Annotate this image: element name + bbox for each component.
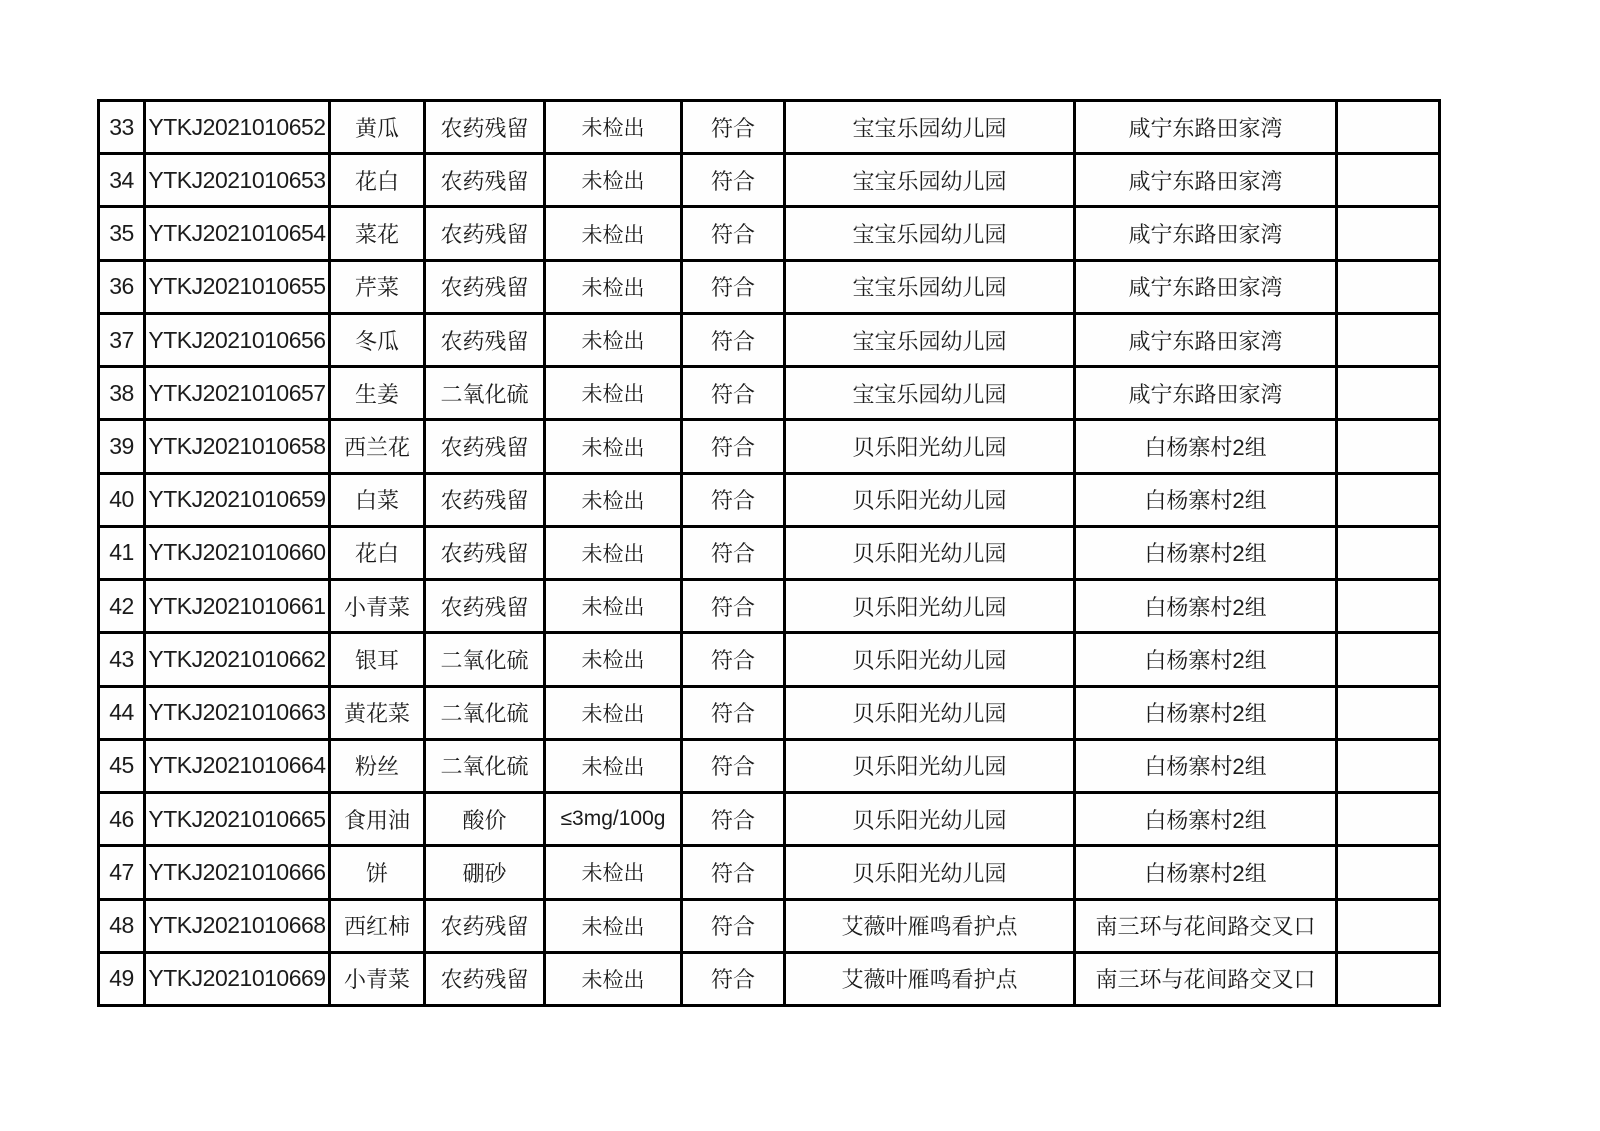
- cell-address: 咸宁东路田家湾: [1075, 154, 1337, 207]
- cell-result: 未检出: [545, 952, 682, 1005]
- cell-no: 49: [99, 952, 145, 1005]
- cell-sample_name: 冬瓜: [330, 313, 425, 366]
- cell-unit: 贝乐阳光幼儿园: [785, 686, 1075, 739]
- cell-address: 白杨寨村2组: [1075, 846, 1337, 899]
- cell-result: 未检出: [545, 207, 682, 260]
- cell-unit: 宝宝乐园幼儿园: [785, 367, 1075, 420]
- cell-conclusion: 符合: [682, 899, 785, 952]
- cell-address: 白杨寨村2组: [1075, 686, 1337, 739]
- cell-sample_id: YTKJ2021010656: [145, 313, 330, 366]
- table-row: [99, 793, 1440, 846]
- cell-remark: [1337, 739, 1440, 792]
- cell-remark: [1337, 473, 1440, 526]
- cell-sample_name: 粉丝: [330, 739, 425, 792]
- cell-result: 未检出: [545, 101, 682, 154]
- cell-no: 46: [99, 793, 145, 846]
- cell-no: 34: [99, 154, 145, 207]
- cell-unit: 贝乐阳光幼儿园: [785, 526, 1075, 579]
- cell-conclusion: 符合: [682, 952, 785, 1005]
- cell-result: ≤3mg/100g: [545, 793, 682, 846]
- cell-remark: [1337, 260, 1440, 313]
- cell-remark: [1337, 793, 1440, 846]
- cell-test_item: 农药残留: [425, 207, 545, 260]
- cell-no: 43: [99, 633, 145, 686]
- cell-conclusion: 符合: [682, 633, 785, 686]
- cell-sample_id: YTKJ2021010655: [145, 260, 330, 313]
- table-row: [99, 526, 1440, 579]
- cell-conclusion: 符合: [682, 260, 785, 313]
- cell-remark: [1337, 846, 1440, 899]
- sampling-results-table: [97, 99, 1441, 1007]
- cell-sample_id: YTKJ2021010662: [145, 633, 330, 686]
- cell-no: 41: [99, 526, 145, 579]
- cell-address: 白杨寨村2组: [1075, 526, 1337, 579]
- table-row: [99, 420, 1440, 473]
- cell-sample_id: YTKJ2021010660: [145, 526, 330, 579]
- table-row: [99, 260, 1440, 313]
- cell-test_item: 农药残留: [425, 952, 545, 1005]
- cell-conclusion: 符合: [682, 473, 785, 526]
- cell-result: 未检出: [545, 580, 682, 633]
- cell-test_item: 二氧化硫: [425, 739, 545, 792]
- table-row: [99, 207, 1440, 260]
- cell-conclusion: 符合: [682, 313, 785, 366]
- cell-address: 白杨寨村2组: [1075, 420, 1337, 473]
- cell-unit: 宝宝乐园幼儿园: [785, 207, 1075, 260]
- cell-address: 咸宁东路田家湾: [1075, 207, 1337, 260]
- cell-address: 白杨寨村2组: [1075, 793, 1337, 846]
- cell-no: 45: [99, 739, 145, 792]
- cell-unit: 宝宝乐园幼儿园: [785, 101, 1075, 154]
- cell-conclusion: 符合: [682, 846, 785, 899]
- cell-sample_name: 饼: [330, 846, 425, 899]
- table-row: [99, 899, 1440, 952]
- cell-sample_id: YTKJ2021010669: [145, 952, 330, 1005]
- cell-sample_name: 西红柿: [330, 899, 425, 952]
- cell-sample_id: YTKJ2021010654: [145, 207, 330, 260]
- cell-result: 未检出: [545, 313, 682, 366]
- cell-conclusion: 符合: [682, 526, 785, 579]
- cell-sample_name: 小青菜: [330, 952, 425, 1005]
- cell-conclusion: 符合: [682, 686, 785, 739]
- cell-sample_name: 黄花菜: [330, 686, 425, 739]
- cell-result: 未检出: [545, 846, 682, 899]
- cell-sample_name: 生姜: [330, 367, 425, 420]
- cell-sample_id: YTKJ2021010652: [145, 101, 330, 154]
- cell-sample_id: YTKJ2021010661: [145, 580, 330, 633]
- cell-no: 48: [99, 899, 145, 952]
- cell-address: 白杨寨村2组: [1075, 580, 1337, 633]
- cell-test_item: 农药残留: [425, 580, 545, 633]
- cell-sample_id: YTKJ2021010659: [145, 473, 330, 526]
- cell-test_item: 农药残留: [425, 526, 545, 579]
- cell-result: 未检出: [545, 526, 682, 579]
- cell-sample_id: YTKJ2021010666: [145, 846, 330, 899]
- cell-remark: [1337, 686, 1440, 739]
- cell-unit: 宝宝乐园幼儿园: [785, 260, 1075, 313]
- cell-sample_id: YTKJ2021010657: [145, 367, 330, 420]
- cell-test_item: 二氧化硫: [425, 367, 545, 420]
- cell-result: 未检出: [545, 899, 682, 952]
- cell-conclusion: 符合: [682, 207, 785, 260]
- cell-test_item: 农药残留: [425, 260, 545, 313]
- cell-address: 白杨寨村2组: [1075, 473, 1337, 526]
- cell-result: 未检出: [545, 154, 682, 207]
- cell-no: 47: [99, 846, 145, 899]
- cell-address: 白杨寨村2组: [1075, 633, 1337, 686]
- cell-no: 38: [99, 367, 145, 420]
- cell-test_item: 农药残留: [425, 154, 545, 207]
- cell-sample_name: 白菜: [330, 473, 425, 526]
- cell-remark: [1337, 154, 1440, 207]
- cell-conclusion: 符合: [682, 101, 785, 154]
- cell-test_item: 农药残留: [425, 420, 545, 473]
- cell-address: 咸宁东路田家湾: [1075, 101, 1337, 154]
- cell-unit: 贝乐阳光幼儿园: [785, 473, 1075, 526]
- cell-conclusion: 符合: [682, 739, 785, 792]
- cell-no: 44: [99, 686, 145, 739]
- cell-sample_name: 小青菜: [330, 580, 425, 633]
- cell-result: 未检出: [545, 420, 682, 473]
- cell-test_item: 硼砂: [425, 846, 545, 899]
- cell-remark: [1337, 526, 1440, 579]
- cell-result: 未检出: [545, 633, 682, 686]
- cell-sample_name: 花白: [330, 154, 425, 207]
- cell-remark: [1337, 633, 1440, 686]
- cell-sample_name: 菜花: [330, 207, 425, 260]
- table-row: [99, 473, 1440, 526]
- table-row: [99, 313, 1440, 366]
- cell-no: 35: [99, 207, 145, 260]
- cell-sample_name: 银耳: [330, 633, 425, 686]
- table-row: [99, 101, 1440, 154]
- cell-sample_name: 芹菜: [330, 260, 425, 313]
- table-row: [99, 739, 1440, 792]
- cell-test_item: 酸价: [425, 793, 545, 846]
- cell-unit: 贝乐阳光幼儿园: [785, 633, 1075, 686]
- results-table-body: [99, 101, 1440, 1006]
- cell-no: 39: [99, 420, 145, 473]
- cell-test_item: 农药残留: [425, 313, 545, 366]
- cell-sample_id: YTKJ2021010664: [145, 739, 330, 792]
- cell-no: 36: [99, 260, 145, 313]
- table-row: [99, 367, 1440, 420]
- table-row: [99, 846, 1440, 899]
- cell-conclusion: 符合: [682, 420, 785, 473]
- cell-result: 未检出: [545, 260, 682, 313]
- cell-remark: [1337, 367, 1440, 420]
- cell-no: 37: [99, 313, 145, 366]
- cell-sample_id: YTKJ2021010668: [145, 899, 330, 952]
- cell-address: 白杨寨村2组: [1075, 739, 1337, 792]
- cell-no: 33: [99, 101, 145, 154]
- cell-result: 未检出: [545, 367, 682, 420]
- cell-conclusion: 符合: [682, 154, 785, 207]
- cell-sample_name: 黄瓜: [330, 101, 425, 154]
- cell-unit: 艾薇叶雁鸣看护点: [785, 899, 1075, 952]
- cell-unit: 贝乐阳光幼儿园: [785, 739, 1075, 792]
- cell-remark: [1337, 952, 1440, 1005]
- cell-test_item: 农药残留: [425, 473, 545, 526]
- cell-address: 南三环与花间路交叉口: [1075, 899, 1337, 952]
- table-row: [99, 633, 1440, 686]
- cell-conclusion: 符合: [682, 793, 785, 846]
- cell-no: 40: [99, 473, 145, 526]
- cell-unit: 宝宝乐园幼儿园: [785, 313, 1075, 366]
- cell-remark: [1337, 313, 1440, 366]
- cell-remark: [1337, 101, 1440, 154]
- cell-unit: 宝宝乐园幼儿园: [785, 154, 1075, 207]
- cell-test_item: 二氧化硫: [425, 633, 545, 686]
- cell-sample_id: YTKJ2021010665: [145, 793, 330, 846]
- cell-address: 南三环与花间路交叉口: [1075, 952, 1337, 1005]
- cell-conclusion: 符合: [682, 367, 785, 420]
- table-row: [99, 686, 1440, 739]
- table-row: [99, 952, 1440, 1005]
- cell-unit: 贝乐阳光幼儿园: [785, 580, 1075, 633]
- cell-sample_name: 食用油: [330, 793, 425, 846]
- cell-sample_name: 西兰花: [330, 420, 425, 473]
- cell-sample_id: YTKJ2021010663: [145, 686, 330, 739]
- cell-sample_name: 花白: [330, 526, 425, 579]
- cell-result: 未检出: [545, 473, 682, 526]
- cell-unit: 贝乐阳光幼儿园: [785, 793, 1075, 846]
- cell-address: 咸宁东路田家湾: [1075, 260, 1337, 313]
- cell-address: 咸宁东路田家湾: [1075, 367, 1337, 420]
- cell-result: 未检出: [545, 686, 682, 739]
- cell-unit: 贝乐阳光幼儿园: [785, 846, 1075, 899]
- cell-remark: [1337, 899, 1440, 952]
- cell-test_item: 农药残留: [425, 101, 545, 154]
- cell-remark: [1337, 420, 1440, 473]
- cell-unit: 艾薇叶雁鸣看护点: [785, 952, 1075, 1005]
- cell-no: 42: [99, 580, 145, 633]
- cell-sample_id: YTKJ2021010658: [145, 420, 330, 473]
- cell-result: 未检出: [545, 739, 682, 792]
- table-row: [99, 580, 1440, 633]
- cell-unit: 贝乐阳光幼儿园: [785, 420, 1075, 473]
- cell-sample_id: YTKJ2021010653: [145, 154, 330, 207]
- cell-address: 咸宁东路田家湾: [1075, 313, 1337, 366]
- cell-remark: [1337, 207, 1440, 260]
- cell-conclusion: 符合: [682, 580, 785, 633]
- cell-test_item: 二氧化硫: [425, 686, 545, 739]
- cell-test_item: 农药残留: [425, 899, 545, 952]
- table-row: [99, 154, 1440, 207]
- cell-remark: [1337, 580, 1440, 633]
